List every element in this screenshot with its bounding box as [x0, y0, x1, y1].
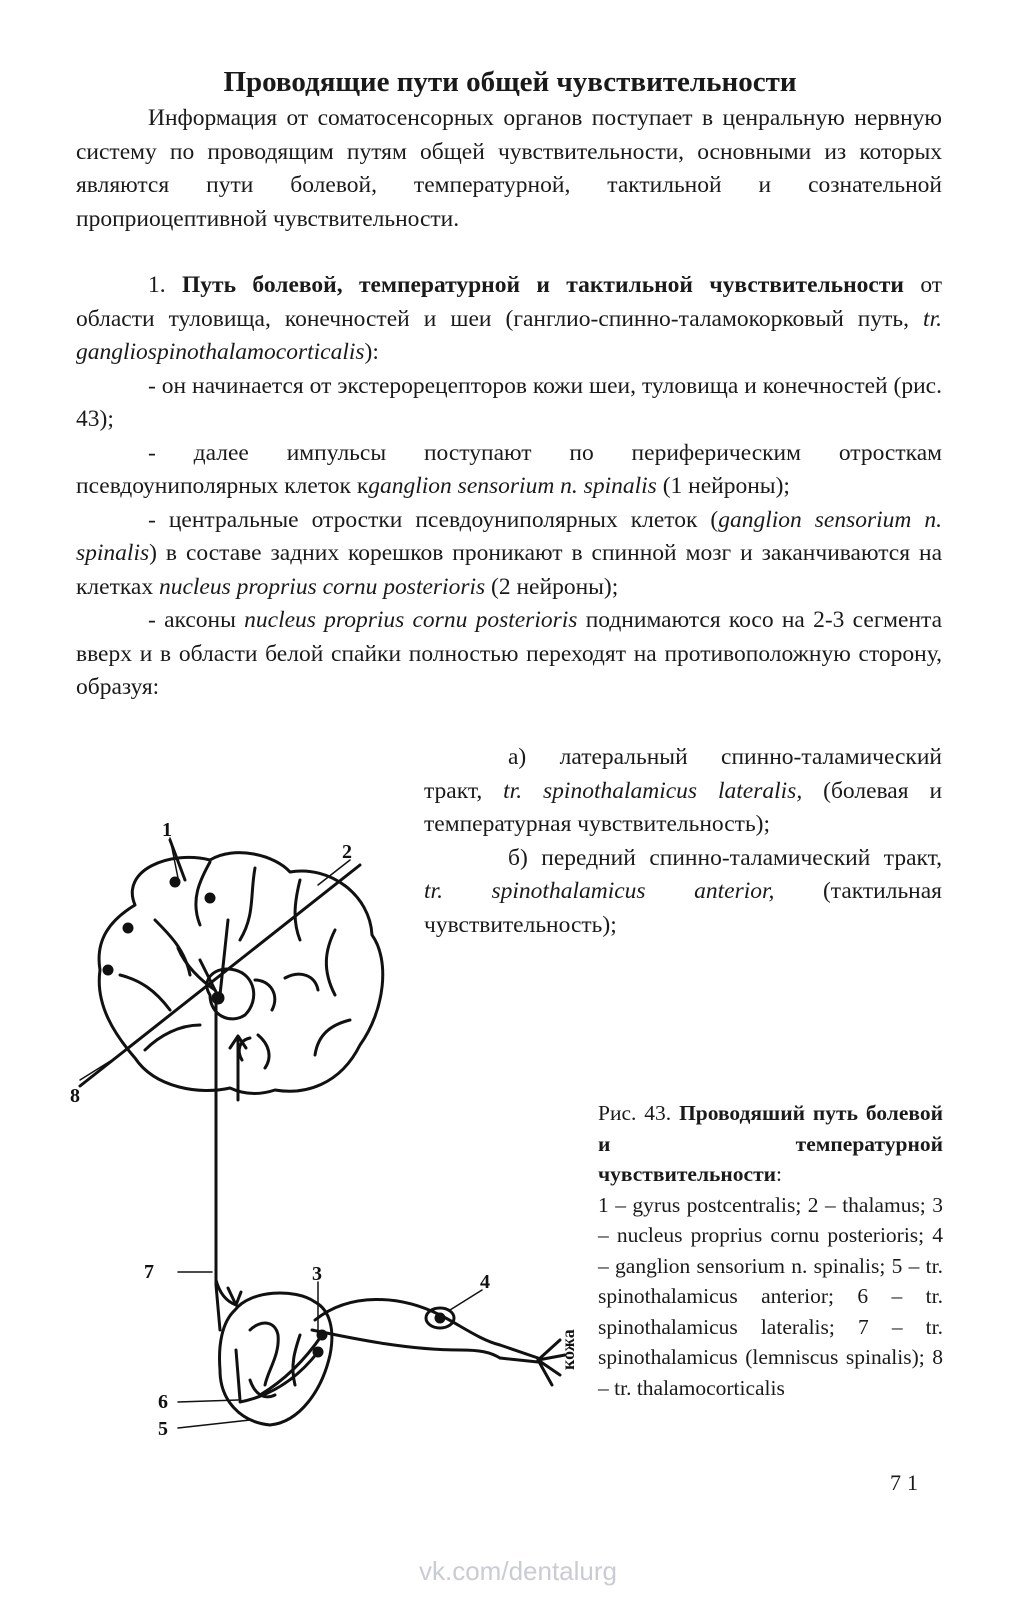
tract-text: а) латеральный спинно-таламический тракт,	[424, 744, 942, 804]
section-heading-rest: от области туловища, конечностей и шеи (ганглио-спинно-таламокорковый путь,	[76, 272, 943, 332]
item-text: - центральные отростки псевдоуниполярных клеток (	[148, 506, 719, 533]
tract-text-after: (болевая и температурная чувствительность);	[424, 777, 943, 837]
main-text	[76, 102, 942, 705]
section-heading-bold: Путь болевой, температурной и тактильной чувствительности	[182, 272, 904, 298]
item-latin: ganglion sensorium n. spinalis	[76, 506, 942, 566]
item-text-after: (1 нейроны);	[662, 473, 790, 499]
tract-text-after: (тактильная чувствительность);	[424, 878, 942, 938]
caption-prefix: Рис. 43.	[598, 1101, 672, 1125]
figure-43	[60, 810, 580, 1460]
item-text: - далее импульсы поступают по периферическим отросткам псевдоуниполярных клеток к	[76, 439, 942, 499]
skin-label: кожа	[558, 1329, 578, 1370]
figure-label-5: 5	[158, 1418, 168, 1440]
dorsal-root	[315, 1299, 500, 1345]
watermark: vk.com/dentalurg	[419, 1556, 617, 1586]
item-latin: nucleus proprius cornu posterioris	[244, 607, 578, 633]
figure-label-7: 7	[144, 1261, 154, 1283]
list-item	[76, 437, 942, 504]
section-number: 1.	[148, 272, 166, 298]
tract-latin: tr. spinothalamicus anterior,	[424, 878, 775, 904]
item-latin: ganglion sensorium n. spinalis	[368, 473, 657, 499]
item-text-after: (2 нейроны);	[491, 573, 619, 600]
caption-colon: :	[776, 1162, 782, 1186]
item-latin-2: nucleus proprius cornu posterioris	[158, 573, 486, 600]
figure-label-2: 2	[342, 841, 352, 863]
figure-label-8: 8	[70, 1085, 80, 1107]
figure-label-3: 3	[312, 1263, 322, 1285]
caption-title: Проводяший путь болевой и температурной чувствительности	[598, 1101, 943, 1186]
caption-heading	[598, 1098, 943, 1190]
list-item	[76, 604, 942, 705]
list-item	[76, 504, 942, 605]
page-title: Проводящие пути общей чувствительности	[223, 66, 797, 98]
section-heading-end: ):	[364, 339, 379, 365]
item-text: - он начинается от экстерорецепторов кожи шеи, туловища и конечностей (рис. 43);	[76, 372, 942, 432]
caption-body: 1 – gyrus postcentralis; 2 – thalamus; 3 – nucleus proprius cornu posterioris; 4 – ganglion sensorium n. spinalis; 5 – tr. spinothalamicus anterior; 6 – tr. spinothalamicus lateralis; 7 – tr. spinothalamicus (lemniscus spinalis); 8 – tr. thalamocorticalis	[598, 1192, 943, 1400]
figure-label-6: 6	[158, 1391, 168, 1413]
pathway-diagram	[60, 810, 580, 1460]
tract-latin: tr. spinothalamicus lateralis,	[503, 777, 803, 804]
item-text: - аксоны	[148, 607, 236, 633]
figure-label-4: 4	[480, 1271, 490, 1293]
item-text-middle: ) в составе задних корешков проникают в спинной мозг и заканчиваются на клетках	[76, 540, 942, 600]
figure-caption	[598, 1098, 943, 1403]
page-number: 71	[890, 1470, 924, 1495]
tract-text: б) передний спинно-таламический тракт,	[508, 844, 942, 871]
figure-label-1: 1	[162, 819, 172, 841]
intro-paragraph: Информация от соматосенсорных органов поступает в ценральную нервную систему по проводящим путям общей чувствительности, основными из которых являются пути болевой, температурной, тактильной и сознательной проприоцептивной чувствительности.	[76, 105, 942, 232]
section-1-heading	[76, 269, 942, 370]
section-heading-latin: tr. gangliospinothalamocorticalis	[76, 305, 942, 365]
item-text-after: поднимаются косо на 2-3 сегмента вверх и в области белой спайки полностью переходят на противоположную сторону, образуя:	[76, 607, 943, 700]
list-item	[76, 370, 942, 437]
